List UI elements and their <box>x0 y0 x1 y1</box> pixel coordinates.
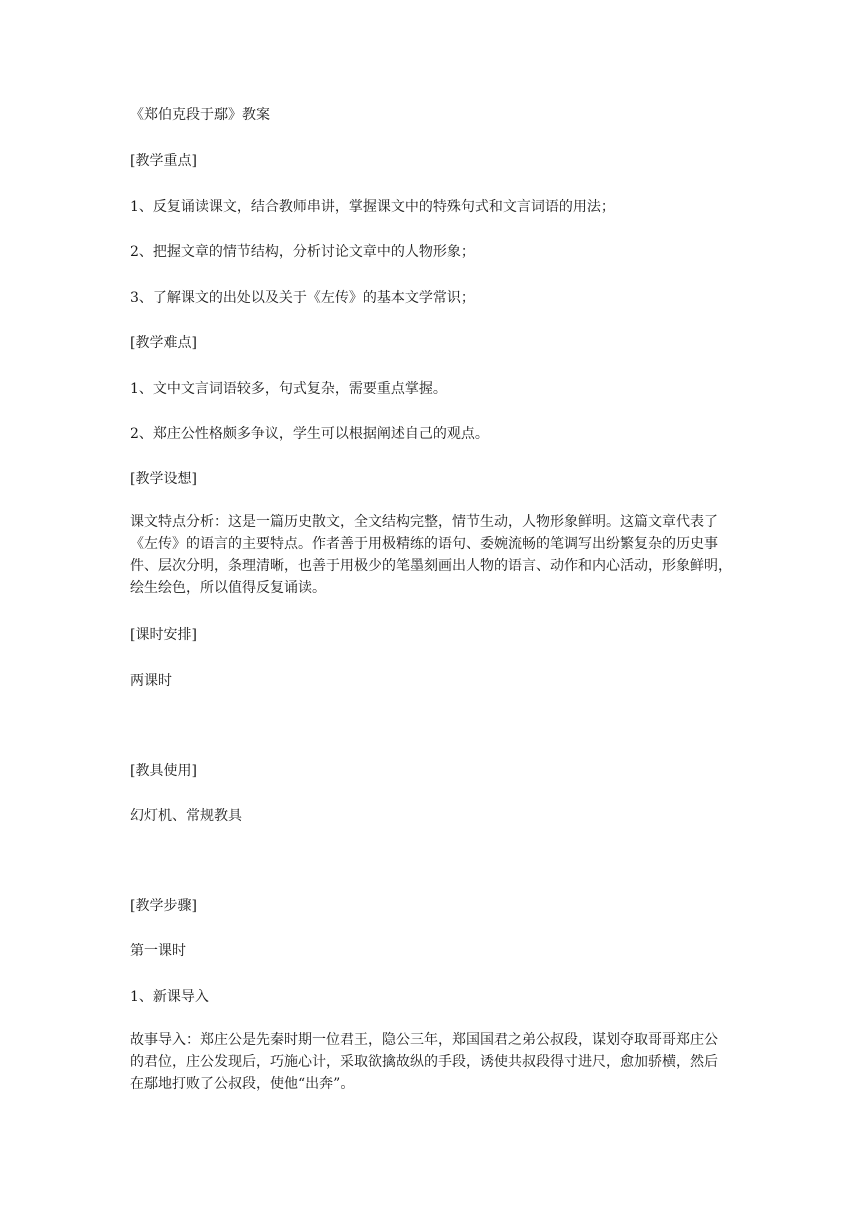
design-paragraph <box>130 511 730 599</box>
difficulty-item: 1、文中文言词语较多，句式复杂，需要重点掌握。 <box>130 381 447 397</box>
lesson-one-heading: 第一课时 <box>130 943 186 959</box>
section-heading-design: [教学设想] <box>130 471 197 487</box>
paragraph-line: 件、层次分明，条理清晰，也善于用极少的笔墨刻画出人物的语言、动作和内心活动，形象鲜明， <box>130 558 732 574</box>
section-heading-schedule: [课时安排] <box>130 627 197 643</box>
section-heading-focus: [教学重点] <box>130 153 197 169</box>
paragraph-line: 课文特点分析：这是一篇历史散文，全文结构完整，情节生动，人物形象鲜明。这篇文章代表了 <box>130 514 718 530</box>
schedule-text: 两课时 <box>130 673 172 689</box>
tools-text: 幻灯机、常规教具 <box>130 808 242 824</box>
paragraph-line: 在鄢地打败了公叔段，使他“出奔”。 <box>130 1076 355 1092</box>
intro-paragraph <box>130 1029 730 1095</box>
section-heading-tools: [教具使用] <box>130 763 197 779</box>
focus-item: 2、把握文章的情节结构，分析讨论文章中的人物形象； <box>130 244 475 260</box>
document-title: 《郑伯克段于鄢》教案 <box>130 107 270 123</box>
section-heading-difficulty: [教学难点] <box>130 335 197 351</box>
difficulty-item: 2、郑庄公性格颇多争议，学生可以根据阐述自己的观点。 <box>130 426 489 442</box>
paragraph-line: 绘生绘色，所以值得反复诵读。 <box>130 580 326 596</box>
focus-item: 1、反复诵读课文，结合教师串讲，掌握课文中的特殊句式和文言词语的用法； <box>130 199 615 215</box>
paragraph-line: 故事导入：郑庄公是先秦时期一位君王，隐公三年，郑国国君之弟公叔段，谋划夺取哥哥郑庄公 <box>130 1032 718 1048</box>
focus-item: 3、了解课文的出处以及关于《左传》的基本文学常识； <box>130 290 475 306</box>
paragraph-line: 《左传》的语言的主要特点。作者善于用极精练的语句、委婉流畅的笔调写出纷繁复杂的历史事 <box>130 536 718 552</box>
step-one-heading: 1、新课导入 <box>130 989 209 1005</box>
paragraph-line: 的君位，庄公发现后，巧施心计，采取欲擒故纵的手段，诱使共叔段得寸进尺，愈加骄横，然后 <box>130 1054 718 1070</box>
section-heading-steps: [教学步骤] <box>130 898 197 914</box>
